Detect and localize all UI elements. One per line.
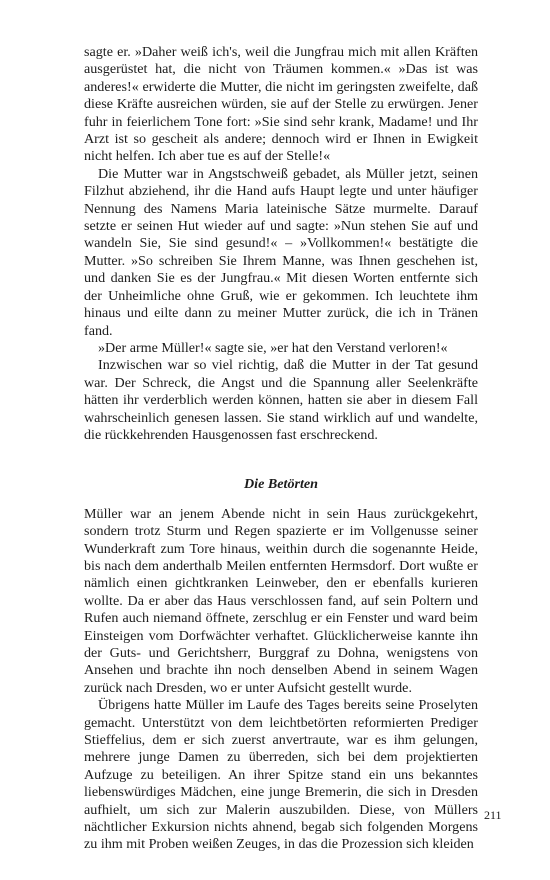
paragraph: sagte er. »Daher weiß ich's, weil die Jungfrau mich mit allen Kräften ausgerüstet hat, die nicht von Träumen kommen.« »Das ist was anderes!« erwiderte die Mutter, die nicht im geringsten zweifelte, daß diese Kräfte ausreichen würden, sie auf der Stelle zu erwürgen. Jener fuhr in feierlichem Tone fort: »Sie sind sehr krank, Madame! und Ihr Arzt ist so gescheit als andere; dennoch wird er Ihnen in Ewigkeit nicht helfen. Ich aber tue es auf der Stelle!« — [84, 44, 478, 165]
paragraph: Müller war an jenem Abende nicht in sein Haus zurückgekehrt, sondern trotz Sturm und Regen spazierte er im Vollgenusse seiner Wunderkraft zum Tore hinaus, weithin durch die sogenannte Heide, bis nach dem anderthalb Meilen entfernten Hermsdorf. Dort wußte er nämlich einen gichtkranken Leinweber, den er ebenfalls kurieren wollte. Da er aber das Haus verschlossen fand, auf sein Poltern und Rufen auch niemand öffnete, zerschlug er ein Fenster und ward beim Einsteigen vom Dorfwächter verhaftet. Glücklicherweise kannte ihn der Guts- und Gerichtsherr, Burggraf zu Dohna, wenigstens von Ansehen und brachte ihn noch denselben Abend in seinem Wagen zurück nach Dresden, wo er unter Aufsicht gestellt wurde. — [84, 505, 478, 696]
paragraph: »Der arme Müller!« sagte sie, »er hat den Verstand verloren!« — [98, 339, 448, 356]
paragraph: Inzwischen war so viel richtig, daß die Mutter in der Tat gesund war. Der Schreck, die Angst und die Spannung aller Seelenkräfte hätten ihr verderblich werden können, hatten sie aber in diesem Fall wahrscheinlich genesen lassen. Sie stand wirklich auf und wandelte, die rückkehrenden Hausgenossen fast erschreckend. — [84, 357, 478, 443]
section-title: Die Betörten — [244, 476, 318, 493]
paragraph: Übrigens hatte Müller im Laufe des Tages bereits seine Proselyten gemacht. Unterstützt von dem leichtbetörten reformierten Prediger Stieffelius, dem er sich zuerst anvertraute, war es ihm gelungen, mehrere junge Damen zu überreden, sich bei dem projektierten Aufzuge zu beteiligen. An ihrer Spitze stand ein uns bekanntes liebenswürdiges Mädchen, eine junge Bremerin, die sich in Dresden aufhielt, um sich zur Malerin auszubilden. Diese, von Müllers nächtlicher Exkursion nichts ahnend, begab sich folgenden Morgens zu ihm mit Proben weißen Zeuges, in das die Prozession sich kleiden — [84, 697, 478, 853]
book-page — [84, 44, 478, 854]
paragraphs-bottom — [84, 506, 478, 854]
paragraph: Die Mutter war in Angstschweiß gebadet, als Müller jetzt, seinen Filzhut abziehend, ihr die Hand aufs Haupt legte und unter häufiger Nennung des Namens Maria lateinische Sätze murmelte. Darauf setzte er seinen Hut wieder auf und sagte: »Nun stehen Sie auf und wandeln Sie, Sie sind gesund!« – »Vollkommen!« bestätigte die Mutter. »So schreiben Sie Ihrem Manne, was Ihnen geschehen ist, und danken Sie es der Jungfrau.« Mit diesen Worten entfernte sich der Unheimliche ohne Gruß, wie er gekommen. Ich leuchtete ihm hinaus und eilte dann zu meiner Mutter zurück, die ich in Tränen fand. — [84, 165, 478, 339]
paragraphs-top — [84, 44, 478, 444]
page-number: 211 — [484, 808, 502, 822]
